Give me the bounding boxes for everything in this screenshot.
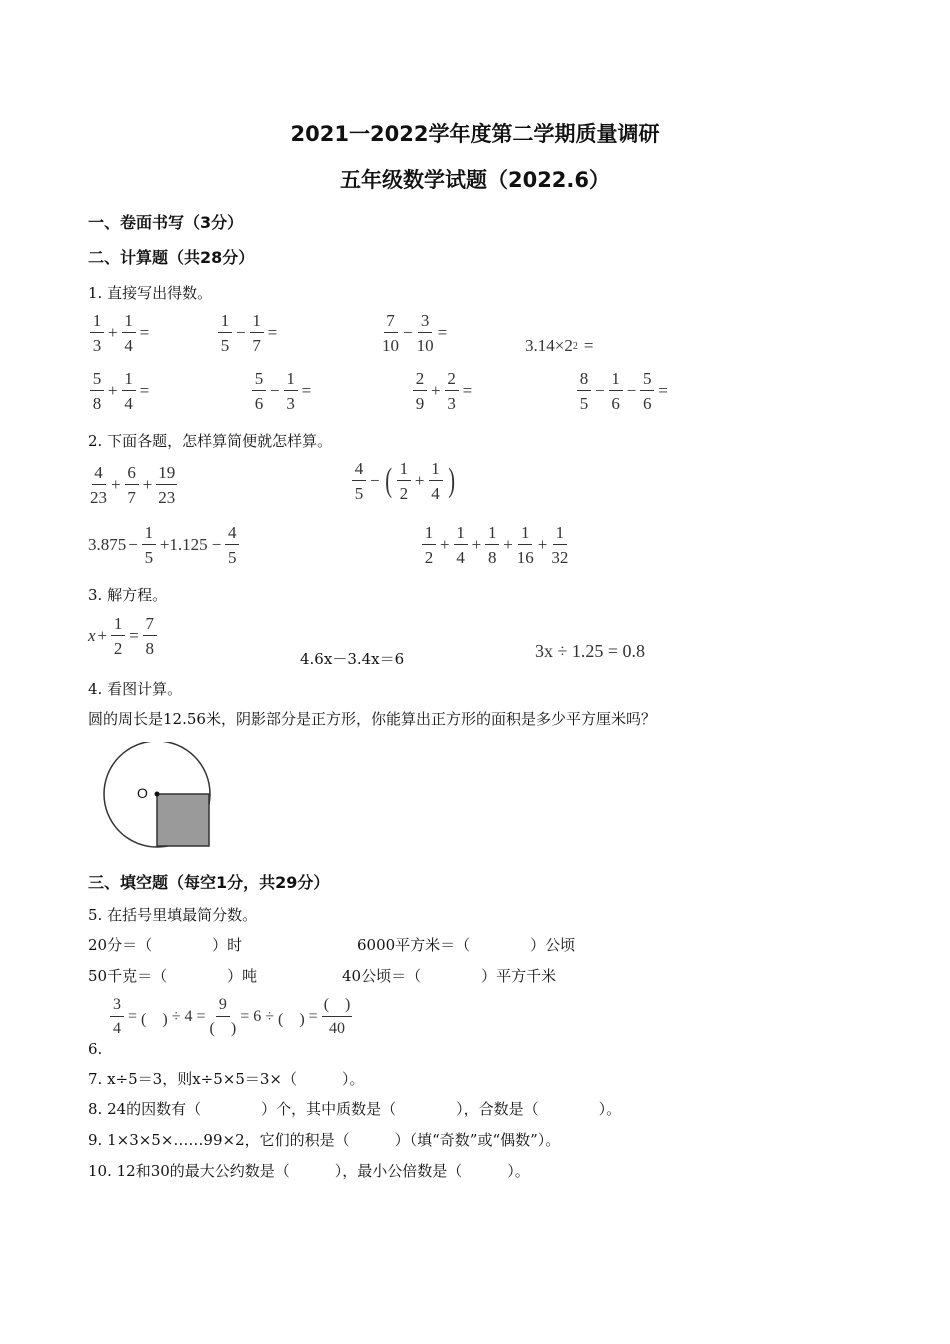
section-1-heading: 一、卷面书写（3分） [88,213,244,232]
section-2-heading: 二、计算题（共28分） [88,248,255,267]
q4-label: 4. 看图计算。 [88,680,183,698]
q1-item-7: $\frac{2}{9}$ + $\frac{2}{3}$ = [411,370,474,412]
q1-label: 1. 直接写出得数。 [88,284,213,302]
q2-expr-4: $\frac{1}{2}$ + $\frac{1}{4}$ + $\frac{1}{8}$ + $\frac{1}{16}$ + $\frac{1}{32}$ [420,524,570,566]
q5-row2-b: 40公顷＝（ ）平方千米 [342,967,557,985]
q6-label: 6. [88,1040,103,1058]
q8-text: 8. 24的因数有（ ）个，其中质数是（ ），合数是（ ）。 [88,1100,622,1118]
q5-row1-b: 6000平方米＝（ ）公顷 [357,936,576,954]
page-title: 2021一2022学年度第二学期质量调研 [290,122,660,146]
q1-item-3: $\frac{7}{10}$ − $\frac{3}{10}$ = [382,311,448,355]
q5-row2-a: 50千克＝（ ）吨 [88,967,258,985]
q3-equation-2: 4.6x－3.4x＝6 [300,650,405,668]
q1-item-5: $\frac{5}{8}$ + $\frac{1}{4}$ = [88,370,151,412]
q2-expr-2: $\frac{4}{5}$ − ( $\frac{1}{2}$ + $\frac{1}{4}$ ) [350,460,458,502]
q1-item-6: $\frac{5}{6}$ − $\frac{1}{3}$ = [250,370,313,412]
q5-row1-a: 20分＝（ ）时 [88,936,243,954]
center-point [155,792,160,797]
q1-item-1: $\frac{1}{3}$ + $\frac{1}{4}$ = [88,312,151,354]
q9-text: 9. 1×3×5×……99×2，它们的积是（ ）（填“奇数”或“偶数”）。 [88,1131,561,1149]
q2-label: 2. 下面各题，怎样算简便就怎样算。 [88,432,333,450]
q10-text: 10. 12和30的最大公约数是（ ），最小公倍数是（ ）。 [88,1162,530,1180]
q1-item-4: 3.14×2 2 = [525,336,594,355]
page-subtitle: 五年级数学试题（2022.6） [339,168,611,192]
section-3-heading: 三、填空题（每空1分，共29分） [88,873,330,892]
q3-label: 3. 解方程。 [88,586,168,604]
q1-item-8: $\frac{8}{5}$ − $\frac{1}{6}$ − $\frac{5}{6}$ = [575,370,670,412]
shaded-square [157,794,209,846]
q4-text: 圆的周长是12.56米，阴影部分是正方形，你能算出正方形的面积是多少平方厘米吗？ [88,710,656,728]
q2-expr-3: 3.875 − $\frac{1}{5}$ +1.125 − $\frac{4}{5}$ [88,524,241,566]
q1-item-2: $\frac{1}{5}$ − $\frac{1}{7}$ = [216,312,279,354]
q3-equation-3: 3x ÷ 1.25 = 0.8 [535,641,646,661]
q2-expr-1: $\frac{4}{23}$ + $\frac{6}{7}$ + $\frac{19}{23}$ [90,463,176,507]
circle-square-figure [100,742,220,854]
q5-label: 5. 在括号里填最简分数。 [88,906,258,924]
center-label: O [137,785,148,801]
q6-expression: $\frac{3}{4}$ = ( ) ÷ 4 = $\frac{9}{( )}$ = 6 ÷ ( ) = $\frac{( )}{40}$ [108,997,354,1037]
q3-equation-1: x + $\frac{1}{2}$ = $\frac{7}{8}$ [88,615,159,657]
q7-text: 7. x÷5＝3，则x÷5×5＝3×（ ）。 [88,1070,365,1088]
